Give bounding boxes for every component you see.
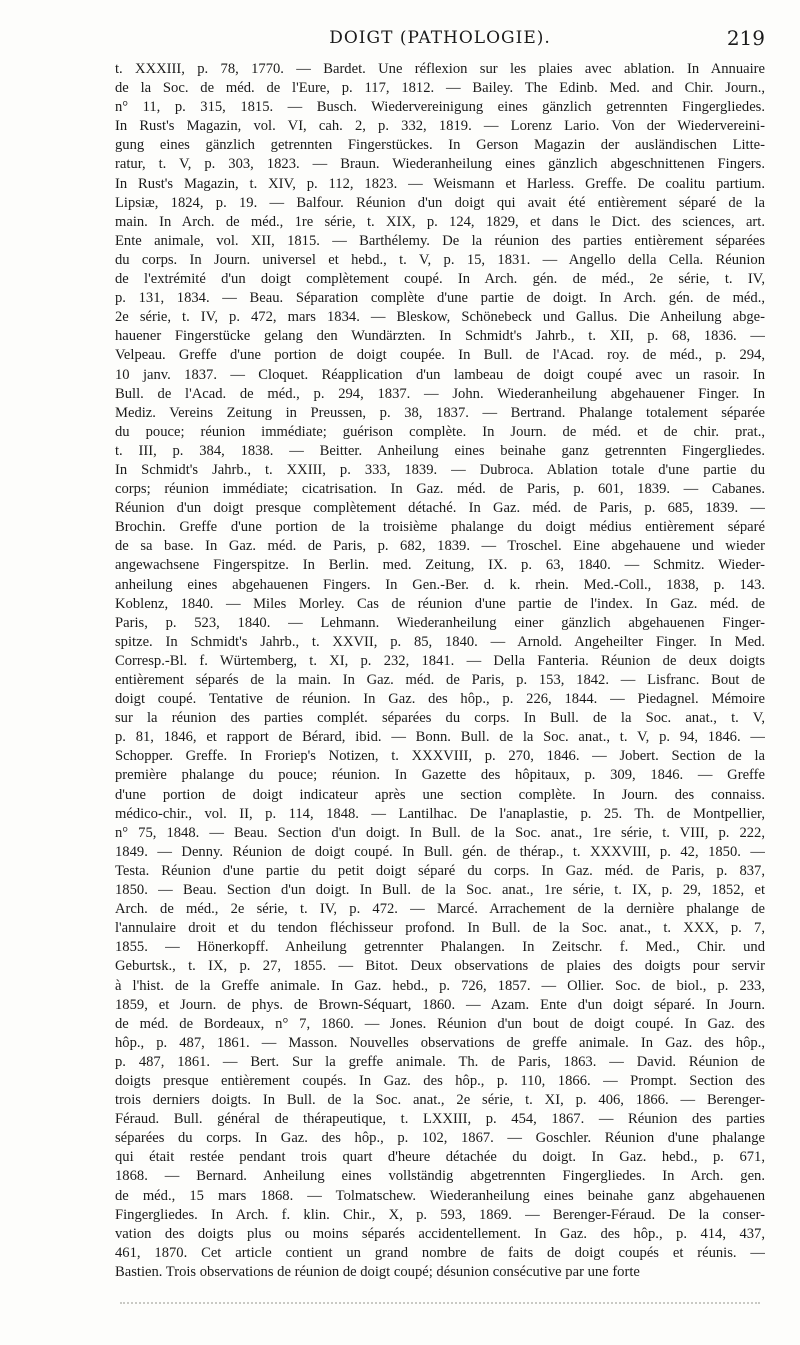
text-line: 2e série, t. IV, p. 472, mars 1834. — Bleskow, Schönebeck und Gallus. Die Anheilung abge- [115, 309, 765, 326]
text-line: 1859, et Journ. de phys. de Brown-Séquart, 1860. — Azam. Ente d'un doigt séparé. In Journ. [115, 996, 765, 1013]
text-line: du corps. In Journ. universel et hebd., t. V, p. 15, 1831. — Angello della Cella. Réunion [115, 251, 765, 268]
text-line: main. In Arch. de méd., 1re série, t. XIX, p. 124, 1829, et dans le Dict. des sciences, art. [115, 213, 765, 230]
text-line: sur la réunion des parties complét. séparées du corps. In Bull. de la Soc. anat., t. V, [115, 710, 765, 727]
text-line: In Schmidt's Jahrb., t. XXIII, p. 333, 1839. — Dubroca. Ablation totale d'une partie du [115, 461, 765, 478]
text-line: médico-chir., vol. II, p. 114, 1848. — Lantilhac. De l'anaplastie, p. 25. Th. de Montpellier, [115, 805, 765, 822]
text-line: n° 11, p. 315, 1815. — Busch. Wiedervereinigung eines gänzlich getrennten Fingergliedes. [115, 99, 765, 116]
text-line: 1849. — Denny. Réunion de doigt coupé. In Bull. gén. de thérap., t. XXXVIII, p. 42, 1850. — [115, 843, 765, 860]
text-line: Lipsiæ, 1824, p. 19. — Balfour. Réunion d'un doigt qui avait été entièrement séparé de la [115, 194, 765, 211]
text-line: Brochin. Greffe d'une portion de la troisième phalange du doigt médius entièrement séparé [115, 519, 765, 536]
text-line: vation des doigts plus ou moins séparés accidentellement. In Gaz. des hôp., p. 414, 437, [115, 1225, 765, 1242]
text-line: In Rust's Magazin, t. XIV, p. 112, 1823. — Weismann et Harless. Greffe. De coalitu partium. [115, 175, 765, 192]
text-line: première phalange du pouce; réunion. In Gazette des hôpitaux, p. 309, 1846. — Greffe [115, 767, 765, 784]
page-number: 219 [726, 26, 765, 50]
text-line: hôp., p. 487, 1861. — Masson. Nouvelles observations de greffe animale. In Gaz. des hôp., [115, 1034, 765, 1051]
text-line: doigt coupé. Tentative de réunion. In Gaz. des hôp., p. 226, 1844. — Piedagnel. Mémoire [115, 691, 765, 708]
text-line: Koblenz, 1840. — Miles Morley. Cas de réunion d'une partie de l'index. In Gaz. méd. de [115, 595, 765, 612]
footer-rule [120, 1302, 760, 1304]
text-line: Geburtsk., t. IX, p. 27, 1855. — Bitot. Deux observations de plaies des doigts pour servir [115, 958, 765, 975]
text-line: t. III, p. 384, 1838. — Beitter. Anheilung eines beinahe ganz getrennten Fingergliedes. [115, 442, 765, 459]
text-line: 1855. — Hönerkopff. Anheilung getrennter Phalangen. In Zeitschr. f. Med., Chir. und [115, 939, 765, 956]
text-line: p. 487, 1861. — Bert. Sur la greffe animale. Th. de Paris, 1863. — David. Réunion de [115, 1053, 765, 1070]
text-line: t. XXXIII, p. 78, 1770. — Bardet. Une réflexion sur les plaies avec ablation. In Annuaire [115, 61, 765, 77]
body-text [115, 60, 765, 1282]
text-line: entièrement séparés de la main. In Gaz. méd. de Paris, p. 153, 1842. — Lisfranc. Bout de [115, 672, 765, 688]
text-line: 10 janv. 1837. — Cloquet. Réapplication d'un lambeau de doigt coupé avec un rasoir. In [115, 366, 765, 383]
text-line: 1868. — Bernard. Anheilung eines vollständig abgetrennten Fingergliedes. In Arch. gen. [115, 1168, 765, 1185]
text-line: trois derniers doigts. In Bull. de la Soc. anat., 2e série, t. XI, p. 406, 1866. — Berenger- [115, 1092, 765, 1109]
text-line: Testa. Réunion d'une partie du petit doigt séparé du corps. In Gaz. méd. de Paris, p. 837, [115, 862, 765, 879]
text-line: Arch. de méd., 2e série, t. IV, p. 472. — Marcé. Arrachement de la dernière phalange de [115, 901, 765, 918]
text-line: ratur, t. V, p. 303, 1823. — Braun. Wiederanheilung eines gänzlich abgeschnittenen Fingers. [115, 156, 765, 173]
text-line: Ente animale, vol. XII, 1815. — Barthélemy. De la réunion des parties entièrement séparées [115, 232, 765, 249]
text-line: séparées du corps. In Gaz. des hôp., p. 102, 1867. — Goschler. Réunion d'une phalange [115, 1130, 765, 1147]
text-line: de méd., 15 mars 1868. — Tolmatschew. Wiederanheilung eines beinahe ganz abgehauenen [115, 1187, 765, 1204]
text-line: gung eines gänzlich getrennten Fingerstückes. In Gerson Magazin der ausländischen Litte- [115, 137, 765, 154]
running-title: DOIGT (PATHOLOGIE). [329, 28, 551, 48]
text-line: à l'hist. de la Greffe animale. In Gaz. hebd., p. 726, 1857. — Ollier. Soc. de biol., p. 233, [115, 977, 765, 994]
text-line: qui était restée pendant trois quart d'heure détachée du doigt. In Gaz. hebd., p. 671, [115, 1149, 765, 1166]
text-line: 1850. — Beau. Section d'un doigt. In Bull. de la Soc. anat., 1re série, t. IX, p. 29, 1852, et [115, 882, 765, 899]
text-line: l'annulaire droit et du tendon fléchisseur profond. In Bull. de la Soc. anat., t. XXX, p. 7, [115, 920, 765, 937]
text-line: d'une portion de doigt indicateur après une section complète. In Journ. des connaiss. [115, 786, 765, 803]
text-line: Bull. de l'Acad. de méd., p. 294, 1837. — John. Wiederanheilung abgehauener Finger. In [115, 385, 765, 402]
text-line: Réunion d'un doigt presque complètement détaché. In Gaz. méd. de Paris, p. 685, 1839. — [115, 500, 765, 517]
text-line: Velpeau. Greffe d'une portion de doigt coupée. In Bull. de l'Acad. roy. de méd., p. 294, [115, 347, 765, 364]
text-line: Paris, p. 523, 1840. — Lehmann. Wiederanheilung einer gänzlich abgehauenen Finger- [115, 614, 765, 631]
text-line: In Rust's Magazin, vol. VI, cah. 2, p. 332, 1819. — Lorenz Lario. Von der Wiedervereini- [115, 118, 765, 135]
text-line: doigts presque entièrement coupés. In Gaz. des hôp., p. 110, 1866. — Prompt. Section des [115, 1072, 765, 1089]
text-line: p. 81, 1846, et rapport de Bérard, ibid. — Bonn. Bull. de la Soc. anat., t. V, p. 94, 1846. — [115, 729, 765, 746]
text-line: Schopper. Greffe. In Froriep's Notizen, t. XXXVIII, p. 270, 1846. — Jobert. Section de la [115, 748, 765, 765]
text-line: n° 75, 1848. — Beau. Section d'un doigt. In Bull. de la Soc. anat., 1re série, t. VIII, p. 222, [115, 824, 765, 841]
text-line: Féraud. Bull. général de thérapeutique, t. LXXIII, p. 454, 1867. — Réunion des parties [115, 1111, 765, 1128]
text-line: 461, 1870. Cet article contient un grand nombre de faits de doigt coupés et réunis. — [115, 1244, 765, 1261]
text-line: p. 131, 1834. — Beau. Séparation complète d'une partie de doigt. In Arch. gén. de méd., [115, 290, 765, 307]
text-line: Fingergliedes. In Arch. f. klin. Chir., X, p. 593, 1869. — Berenger-Féraud. De la conser- [115, 1206, 765, 1223]
text-line: de la Soc. de méd. de l'Eure, p. 117, 1812. — Bailey. The Edinb. Med. and Chir. Journ., [115, 80, 765, 97]
text-line: hauener Fingerstücke gelang den Wundärzten. In Schmidt's Jahrb., t. XII, p. 68, 1836. — [115, 328, 765, 345]
text-line: anheilung eines abgehauenen Fingers. In Gen.-Ber. d. k. rhein. Med.-Coll., 1838, p. 143. [115, 576, 765, 593]
text-line: de l'extrémité d'un doigt complètement coupé. In Arch. gén. de méd., 2e série, t. IV, [115, 271, 765, 288]
text-line: de sa base. In Gaz. méd. de Paris, p. 682, 1839. — Troschel. Eine abgehauene und wieder [115, 538, 765, 555]
text-line: Bastien. Trois observations de réunion de doigt coupé; désunion consécutive par une forte [115, 1263, 640, 1280]
text-line: Mediz. Vereins Zeitung in Preussen, p. 38, 1837. — Bertrand. Phalange totalement séparée [115, 404, 765, 421]
page-header [115, 24, 765, 54]
text-line: corps; réunion immédiate; cicatrisation. In Gaz. méd. de Paris, p. 601, 1839. — Cabanes. [115, 481, 765, 498]
text-line: du pouce; réunion immédiate; guérison complète. In Journ. de méd. et de chir. prat., [115, 423, 765, 440]
text-line: spitze. In Schmidt's Jahrb., t. XXVII, p. 85, 1840. — Arnold. Angeheilter Finger. In Med. [115, 633, 765, 650]
text-line: Corresp.-Bl. f. Würtemberg, t. XI, p. 232, 1841. — Della Fanteria. Réunion de deux doigts [115, 652, 765, 669]
text-line: de méd. de Bordeaux, n° 7, 1860. — Jones. Réunion d'un bout de doigt coupé. In Gaz. des [115, 1015, 765, 1032]
text-line: angewachsene Fingerspitze. In Berlin. med. Zeitung, IX. p. 63, 1840. — Schmitz. Wieder- [115, 557, 765, 574]
